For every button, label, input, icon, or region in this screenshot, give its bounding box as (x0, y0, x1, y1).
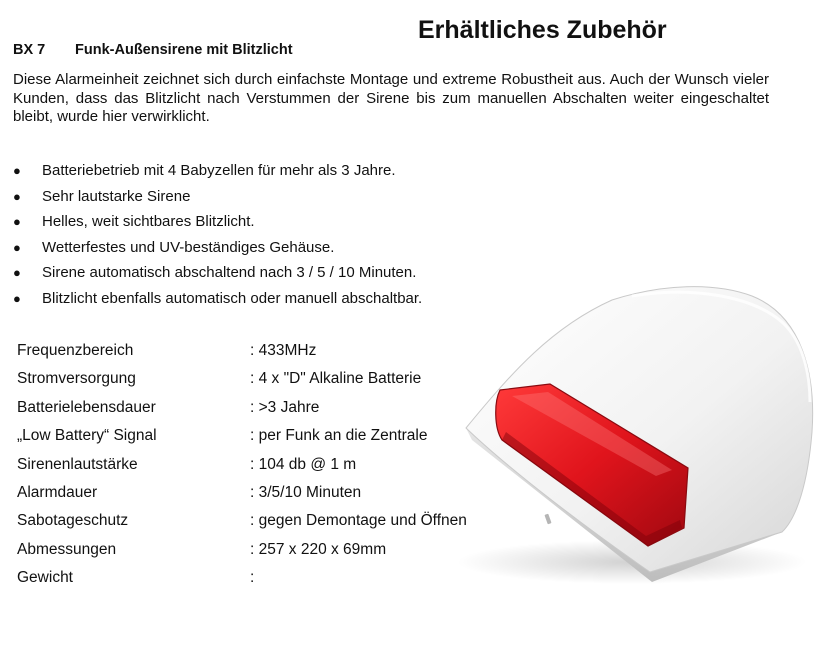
product-code: BX 7 (13, 42, 46, 58)
feature-item (13, 158, 533, 184)
spec-value: : 104 db @ 1 m (250, 455, 357, 473)
page-title: Erhältliches Zubehör (418, 16, 667, 44)
spec-value: : gegen Demontage und Öffnen (250, 512, 467, 530)
spec-label: Stromversorgung (17, 370, 136, 388)
feature-item (13, 209, 533, 235)
spec-value: : 257 x 220 x 69mm (250, 540, 387, 558)
siren-device-image (452, 282, 816, 588)
product-name: Funk-Außensirene mit Blitzlicht (75, 42, 293, 58)
bullet-icon: ● (13, 188, 21, 204)
spec-value: : 4 x "D" Alkaline Batterie (250, 370, 422, 388)
spec-label: Sabotageschutz (17, 512, 129, 530)
spec-label: Abmessungen (17, 540, 117, 558)
bullet-icon: ● (13, 265, 21, 281)
spec-label: Sirenenlautstärke (17, 455, 138, 473)
feature-text: Blitzlicht ebenfalls automatisch oder manuell abschaltbar. (42, 289, 423, 307)
feature-text: Wetterfestes und UV-beständiges Gehäuse. (42, 238, 335, 256)
feature-item (13, 184, 533, 210)
spec-value: : per Funk an die Zentrale (250, 427, 428, 445)
spec-value: : (250, 569, 255, 587)
feature-text: Batteriebetrieb mit 4 Babyzellen für mehr als 3 Jahre. (42, 162, 396, 179)
feature-item (13, 235, 533, 261)
product-heading (13, 42, 293, 58)
spec-value: : 3/5/10 Minuten (250, 483, 362, 501)
feature-text: Helles, weit sichtbares Blitzlicht. (42, 213, 255, 231)
spec-value: : 433MHz (250, 342, 317, 359)
bullet-icon: ● (13, 163, 21, 178)
spec-label: Batterielebensdauer (17, 398, 156, 416)
feature-text: Sirene automatisch abschaltend nach 3 / 5 / 10 Minuten. (42, 264, 417, 282)
intro-paragraph: Diese Alarmeinheit zeichnet sich durch einfachste Montage und extreme Robustheit aus. Auch der Wunsch vieler Kunden, dass das Blitzlicht nach Verstummen der Sirene bis zum manuellen Abschalten weiter eingeschaltet bleibt, wurde hier verwirklicht. (13, 71, 769, 126)
spec-label: Gewicht (17, 569, 73, 587)
spec-value: : >3 Jahre (250, 398, 320, 416)
bullet-icon: ● (13, 214, 21, 230)
bullet-icon: ● (13, 239, 21, 255)
sabotage-clip (544, 514, 551, 525)
spec-label: Frequenzbereich (17, 342, 134, 359)
spec-label: „Low Battery“ Signal (17, 427, 157, 445)
bullet-icon: ● (13, 290, 21, 306)
spec-label: Alarmdauer (17, 483, 98, 501)
feature-text: Sehr lautstarke Sirene (42, 187, 191, 205)
